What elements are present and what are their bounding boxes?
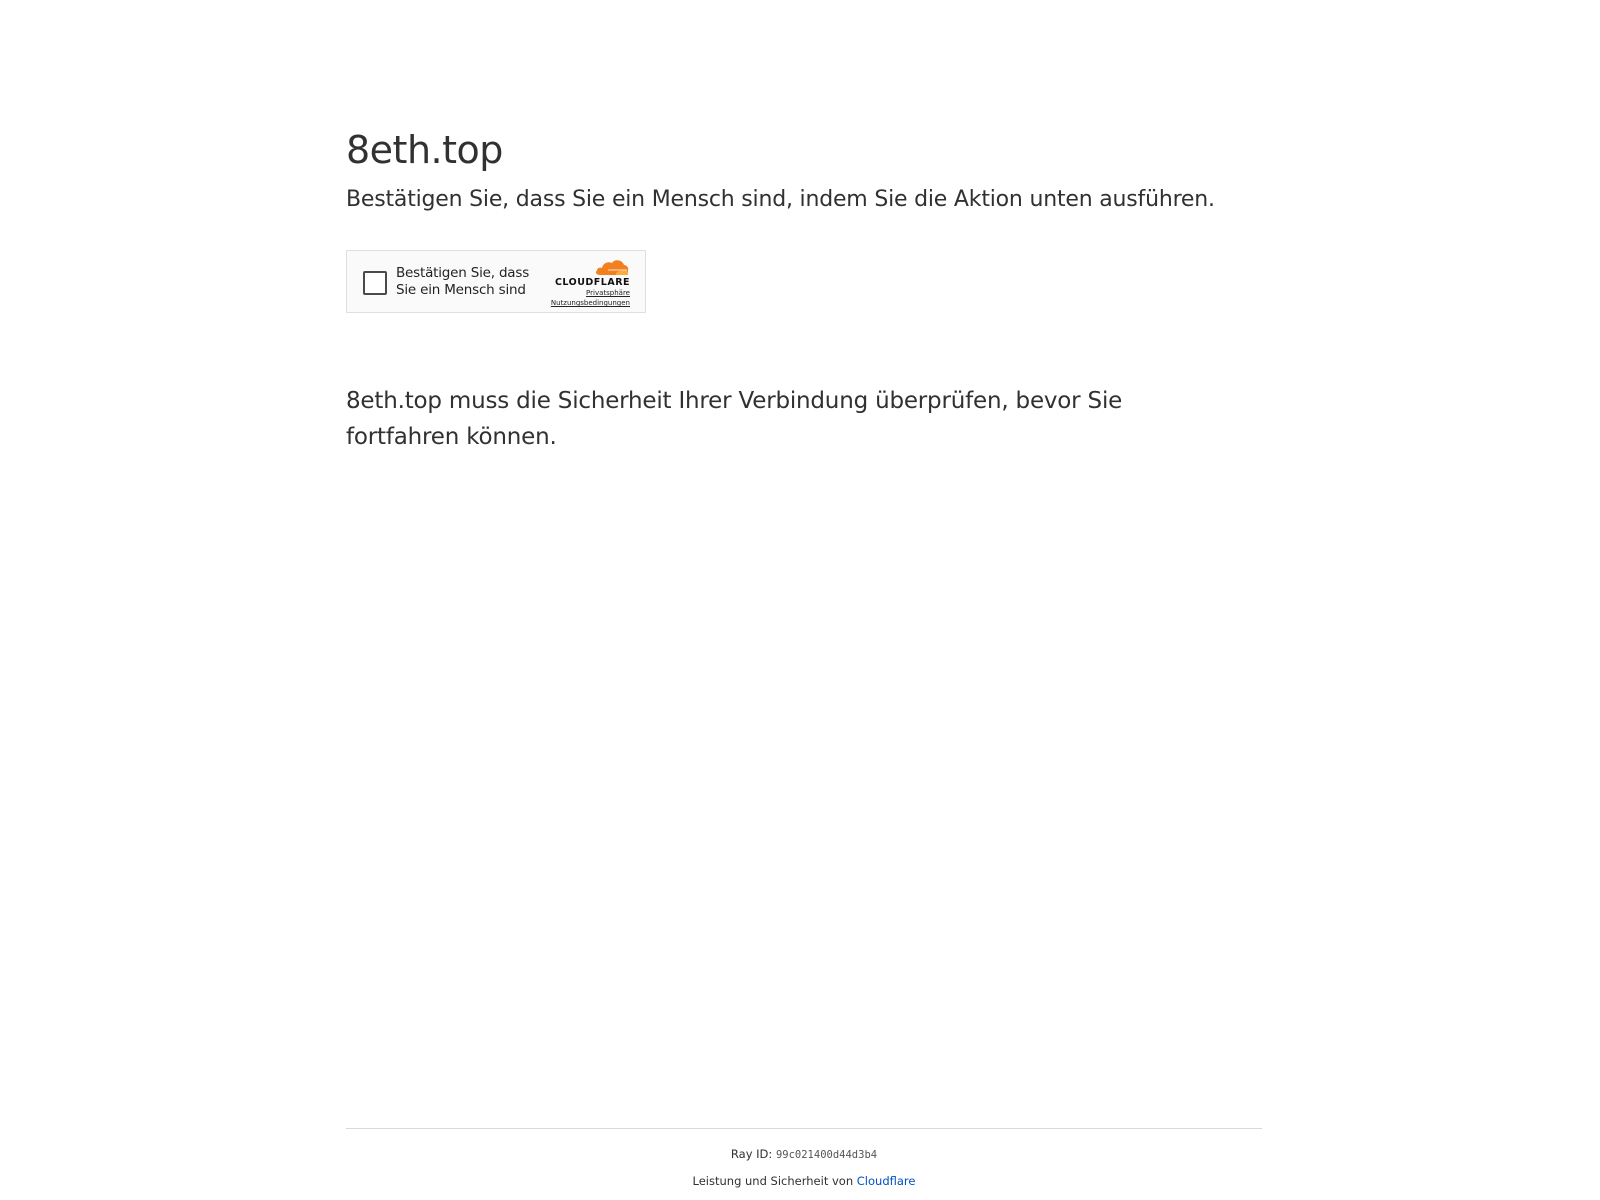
ray-id-value: 99c021400d44d3b4 [775,1149,878,1161]
footer [346,1128,1262,1188]
page-subtitle: Bestätigen Sie, dass Sie ein Mensch sind, indem Sie die Aktion unten ausführen. [346,186,1215,212]
main-content [346,128,1266,455]
cloudflare-link[interactable]: Cloudflare [856,1174,916,1188]
privacy-link[interactable]: Privatsphäre [586,289,630,298]
cloudflare-wordmark: CLOUDFLARE [554,277,630,289]
checkbox-label[interactable]: Bestätigen Sie, dass Sie ein Mensch sind [396,265,530,299]
human-verification-checkbox[interactable] [363,271,387,295]
cloudflare-branding [530,257,630,308]
terms-link[interactable]: Nutzungsbedingungen [550,299,630,308]
turnstile-widget [346,250,646,313]
security-notice: 8eth.top muss die Sicherheit Ihrer Verbindung überprüfen, bevor Sie fortfahren können. [346,388,1123,451]
cloudflare-cloud-icon [594,257,630,277]
performance-text: Leistung und Sicherheit von [692,1174,854,1188]
ray-id-line [346,1147,1262,1162]
ray-id-label: Ray ID: [730,1147,773,1161]
performance-line [346,1174,1262,1188]
page-title: 8eth.top [346,128,503,172]
